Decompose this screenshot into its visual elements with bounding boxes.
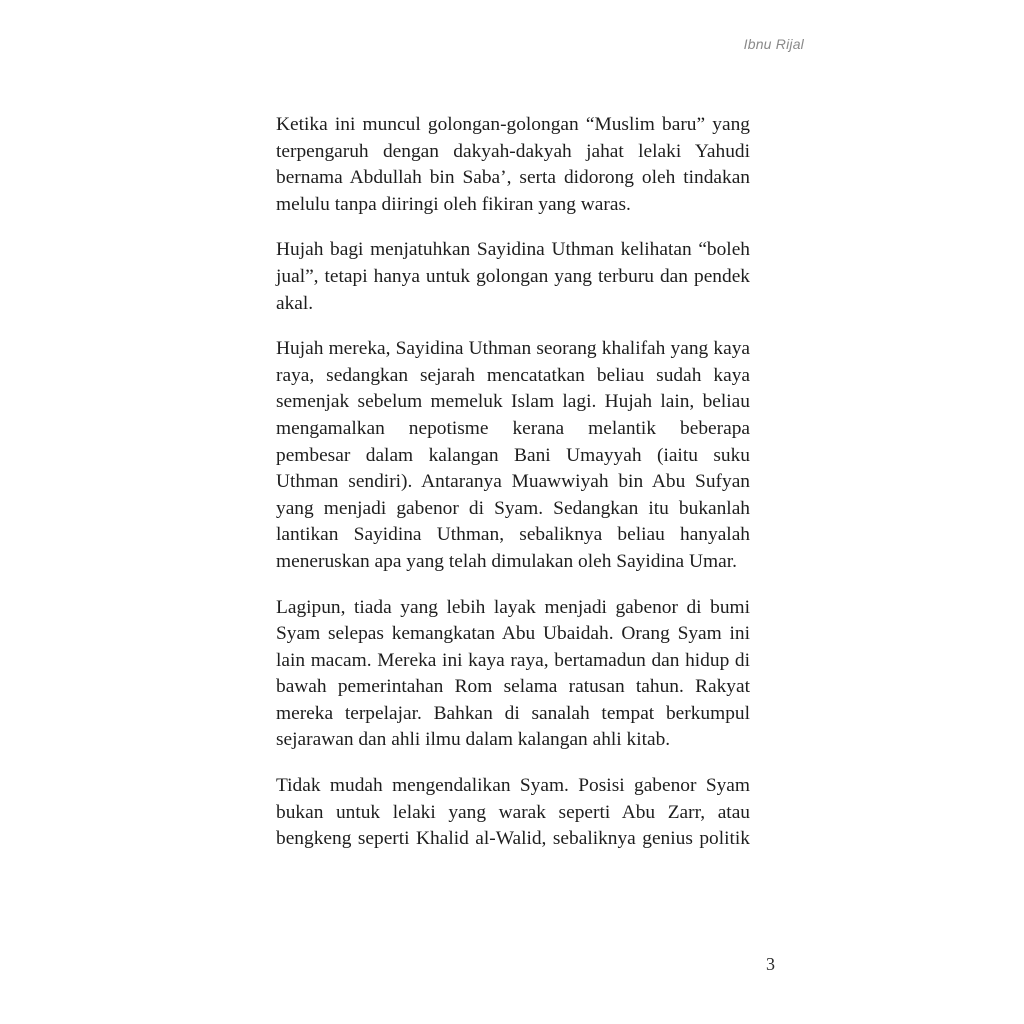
paragraph-2: Hujah bagi menjatuhkan Sayidina Uthman kelihatan “boleh jual”, tetapi hanya untuk golongan yang terburu dan pendek akal. [276, 239, 750, 314]
paragraph-4: Lagipun, tiada yang lebih layak menjadi gabenor di bumi Syam selepas kemangkatan Abu Ubaidah. Orang Syam ini lain macam. Mereka ini kaya raya, bertamadun dan hidup di bawah pemerintahan Rom selama ratusan tahun. Rakyat mereka terpelajar. Bahkan di sanalah tempat berkumpul sejarawan dan ahli ilmu dalam kalangan ahli kitab. [276, 596, 750, 751]
running-header-author: Ibnu Rijal [743, 36, 804, 52]
page-number: 3 [766, 954, 775, 974]
body-text [276, 112, 750, 872]
paragraph-1: Ketika ini muncul golongan-golongan “Muslim baru” yang terpengaruh dengan dakyah-dakyah jahat lelaki Yahudi bernama Abdullah bin Saba’, serta didorong oleh tindakan melulu tanpa diiringi oleh fikiran yang waras. [276, 114, 750, 215]
paragraph-3: Hujah mereka, Sayidina Uthman seorang khalifah yang kaya raya, sedangkan sejarah mencatatkan beliau sudah kaya semenjak sebelum memeluk Islam lagi. Hujah lain, beliau mengamalkan nepotisme kerana melantik beberapa pembesar dalam kalangan Bani Umayyah (iaitu suku Uthman sendiri). Antaranya Muawwiyah bin Abu Sufyan yang menjadi gabenor di Syam. Sedangkan itu bukanlah lantikan Sayidina Uthman, sebaliknya beliau hanyalah meneruskan apa yang telah dimulakan oleh Sayidina Umar. [276, 338, 750, 572]
paragraph-5: Tidak mudah mengendalikan Syam. Posisi gabenor Syam bukan untuk lelaki yang warak seperti Abu Zarr, atau bengkeng seperti Khalid al-Walid, sebaliknya genius politik [276, 775, 750, 850]
